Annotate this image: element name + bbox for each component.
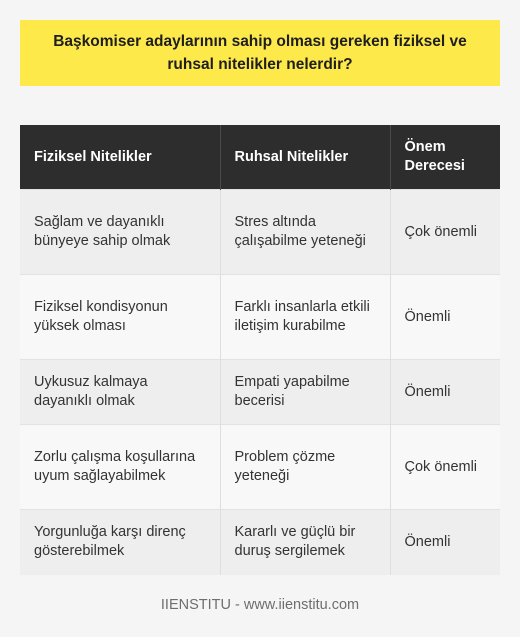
page-title: Başkomiser adaylarının sahip olması gereken fiziksel ve ruhsal nitelikler nelerdir?: [53, 33, 467, 73]
table-row: [20, 360, 500, 425]
footer-credit: IIENSTITU - www.iienstitu.com: [160, 597, 360, 613]
traits-table: [20, 125, 500, 575]
cell-physical: Uykusuz kalmaya dayanıklı olmak: [20, 360, 220, 425]
cell-mental: Empati yapabilme becerisi: [220, 360, 390, 425]
cell-mental: Farklı insanlarla etkili iletişim kurabilme: [220, 275, 390, 360]
cell-mental: Stres altında çalışabilme yeteneği: [220, 190, 390, 275]
cell-mental: Kararlı ve güçlü bir duruş sergilemek: [220, 510, 390, 575]
cell-physical: Yorgunluğa karşı direnç gösterebilmek: [20, 510, 220, 575]
table-row: [20, 190, 500, 275]
cell-importance: Önemli: [390, 510, 500, 575]
table-row: [20, 275, 500, 360]
table-row: [20, 510, 500, 575]
cell-importance: Önemli: [390, 275, 500, 360]
cell-mental: Problem çözme yeteneği: [220, 425, 390, 510]
table-row: [20, 425, 500, 510]
cell-importance: Çok önemli: [390, 425, 500, 510]
cell-physical: Fiziksel kondisyonun yüksek olması: [20, 275, 220, 360]
header-mental: Ruhsal Nitelikler: [220, 125, 390, 190]
cell-importance: Çok önemli: [390, 190, 500, 275]
cell-physical: Zorlu çalışma koşullarına uyum sağlayabilmek: [20, 425, 220, 510]
header-physical: Fiziksel Nitelikler: [20, 125, 220, 190]
table-header-row: [20, 125, 500, 190]
title-banner: [20, 20, 500, 86]
cell-physical: Sağlam ve dayanıklı bünyeye sahip olmak: [20, 190, 220, 275]
cell-importance: Önemli: [390, 360, 500, 425]
header-importance: Önem Derecesi: [390, 125, 500, 190]
